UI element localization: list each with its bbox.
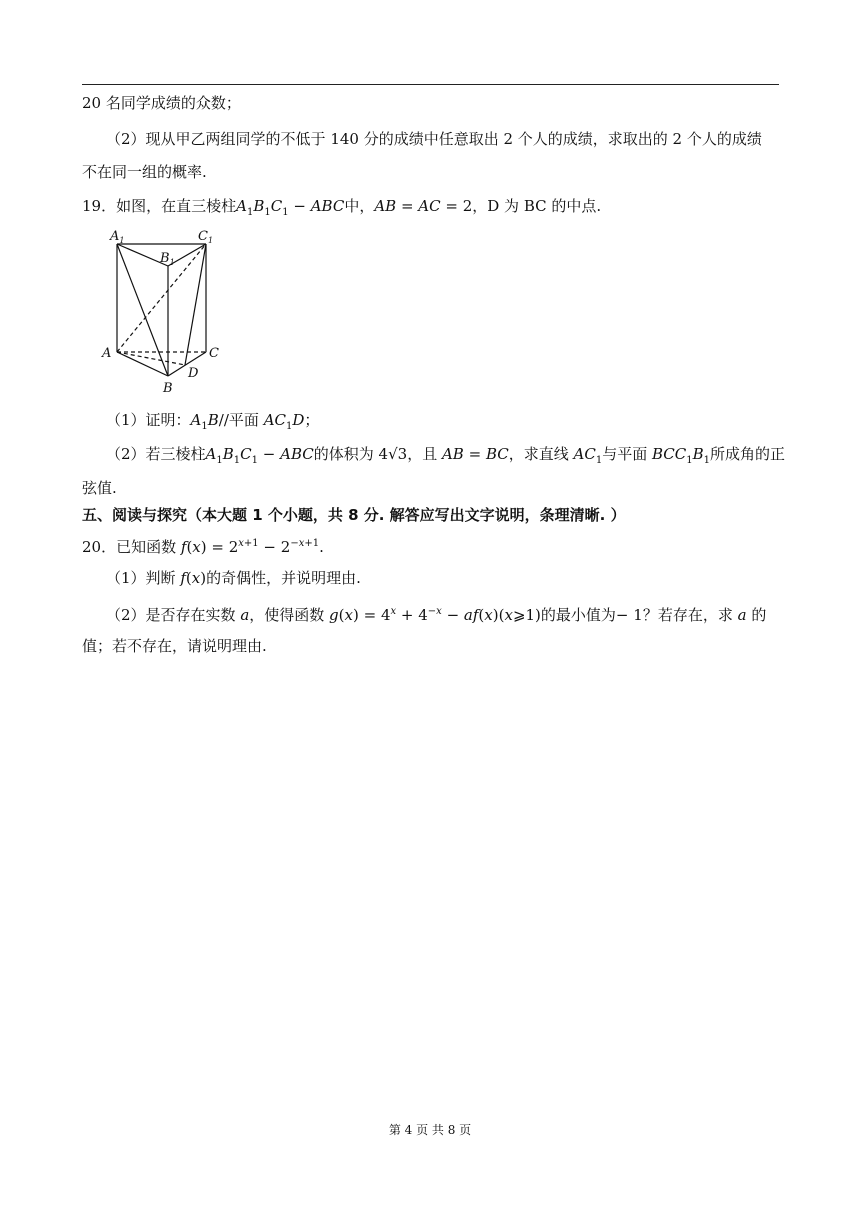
q20-part1: （1）判断 f(x)的奇偶性，并说明理由. bbox=[106, 569, 361, 587]
q19-part1-b: 平面 bbox=[228, 411, 264, 429]
q19-part2-d: ，求直线 bbox=[508, 445, 574, 463]
prism-figure bbox=[100, 226, 230, 398]
q20-stem: 20．已知函数 $f(x) = 2^{x+1} - 2^{-x+1}$. bbox=[82, 538, 324, 556]
label-c1: $C_1$ bbox=[198, 229, 214, 245]
header-rule bbox=[82, 84, 779, 85]
prism-diagram bbox=[100, 226, 230, 398]
q20-stem-text: 已知函数 bbox=[116, 538, 181, 556]
label-c: C bbox=[209, 346, 219, 361]
label-b1: $B_1$ bbox=[160, 251, 175, 267]
q20-part1-b: 的奇偶性，并说明理由. bbox=[206, 569, 361, 587]
label-a: A bbox=[102, 346, 112, 361]
q20-part2-c: 的最小值为 bbox=[540, 606, 616, 624]
q19-part1: （1）证明：$A_1B//$平面 $AC_1D$； bbox=[106, 411, 320, 432]
q20-part2-e: 的 bbox=[746, 606, 767, 624]
q19-part2-a: （2）若三棱柱 bbox=[106, 445, 206, 463]
q20-part2-d: ？若存在，求 bbox=[642, 606, 738, 624]
q19-part2-b: 的体积为 bbox=[313, 445, 379, 463]
label-d: D bbox=[188, 366, 199, 381]
q19-part1-a: （1）证明： bbox=[106, 411, 191, 429]
section-5-title: 五、阅读与探究（本大题 1 个小题，共 8 分. 解答应写出文字说明，条理清晰. ） bbox=[82, 506, 626, 524]
prism-name: $A_1B_1C_1$ − ABC bbox=[236, 197, 345, 218]
q19-part1-c: ； bbox=[304, 411, 320, 429]
label-a1: $A_1$ bbox=[110, 229, 125, 245]
q19-part2-e: 与平面 bbox=[602, 445, 652, 463]
q19-part2-line2: 弦值. bbox=[82, 479, 117, 497]
q20-part1-a: （1）判断 bbox=[106, 569, 181, 587]
q19-stem: 19．如图，在直三棱柱$A_1B_1C_1$ − ABC中，AB = AC = 2，D 为 BC 的中点. bbox=[82, 197, 602, 218]
q19-part2: （2）若三棱柱$A_1B_1C_1$ − ABC的体积为 4√3，且 AB = BC，求直线 $AC_1$与平面 $BCC_1B_1$所成角的正 bbox=[106, 445, 786, 466]
q20-part2-line2: 值；若不存在，请说明理由. bbox=[82, 637, 267, 655]
q19-part2-f: 所成角的正 bbox=[710, 445, 786, 463]
q19-number: 19． bbox=[82, 197, 117, 215]
q20-number: 20． bbox=[82, 538, 117, 556]
label-b: B bbox=[163, 381, 173, 396]
q20-part2-a: （2）是否存在实数 bbox=[106, 606, 241, 624]
q18-part2-line2: 不在同一组的概率. bbox=[82, 163, 207, 181]
q19-stem-a: 如图，在直三棱柱 bbox=[116, 197, 237, 215]
q18-line1: 20 名同学成绩的众数； bbox=[82, 94, 241, 112]
q19-stem-b: 中， bbox=[344, 197, 375, 215]
q19-stem-c: ，D 为 BC 的中点. bbox=[472, 197, 602, 215]
q18-part2-line1: （2）现从甲乙两组同学的不低于 140 分的成绩中任意取出 2 个人的成绩，求取出的 2 个人的成绩 bbox=[106, 130, 762, 148]
q19-part2-c: ，且 bbox=[407, 445, 442, 463]
q20-part2: （2）是否存在实数 a，使得函数 $g(x) = 4^x + 4^{-x}$ − af(x)(x⩾1)的最小值为− 1？若存在，求 a 的 bbox=[106, 606, 767, 624]
page-footer: 第 4 页 共 8 页 bbox=[388, 1123, 472, 1137]
ab-equals-ac: AB bbox=[374, 197, 397, 215]
q20-part2-b: ，使得函数 bbox=[249, 606, 330, 624]
